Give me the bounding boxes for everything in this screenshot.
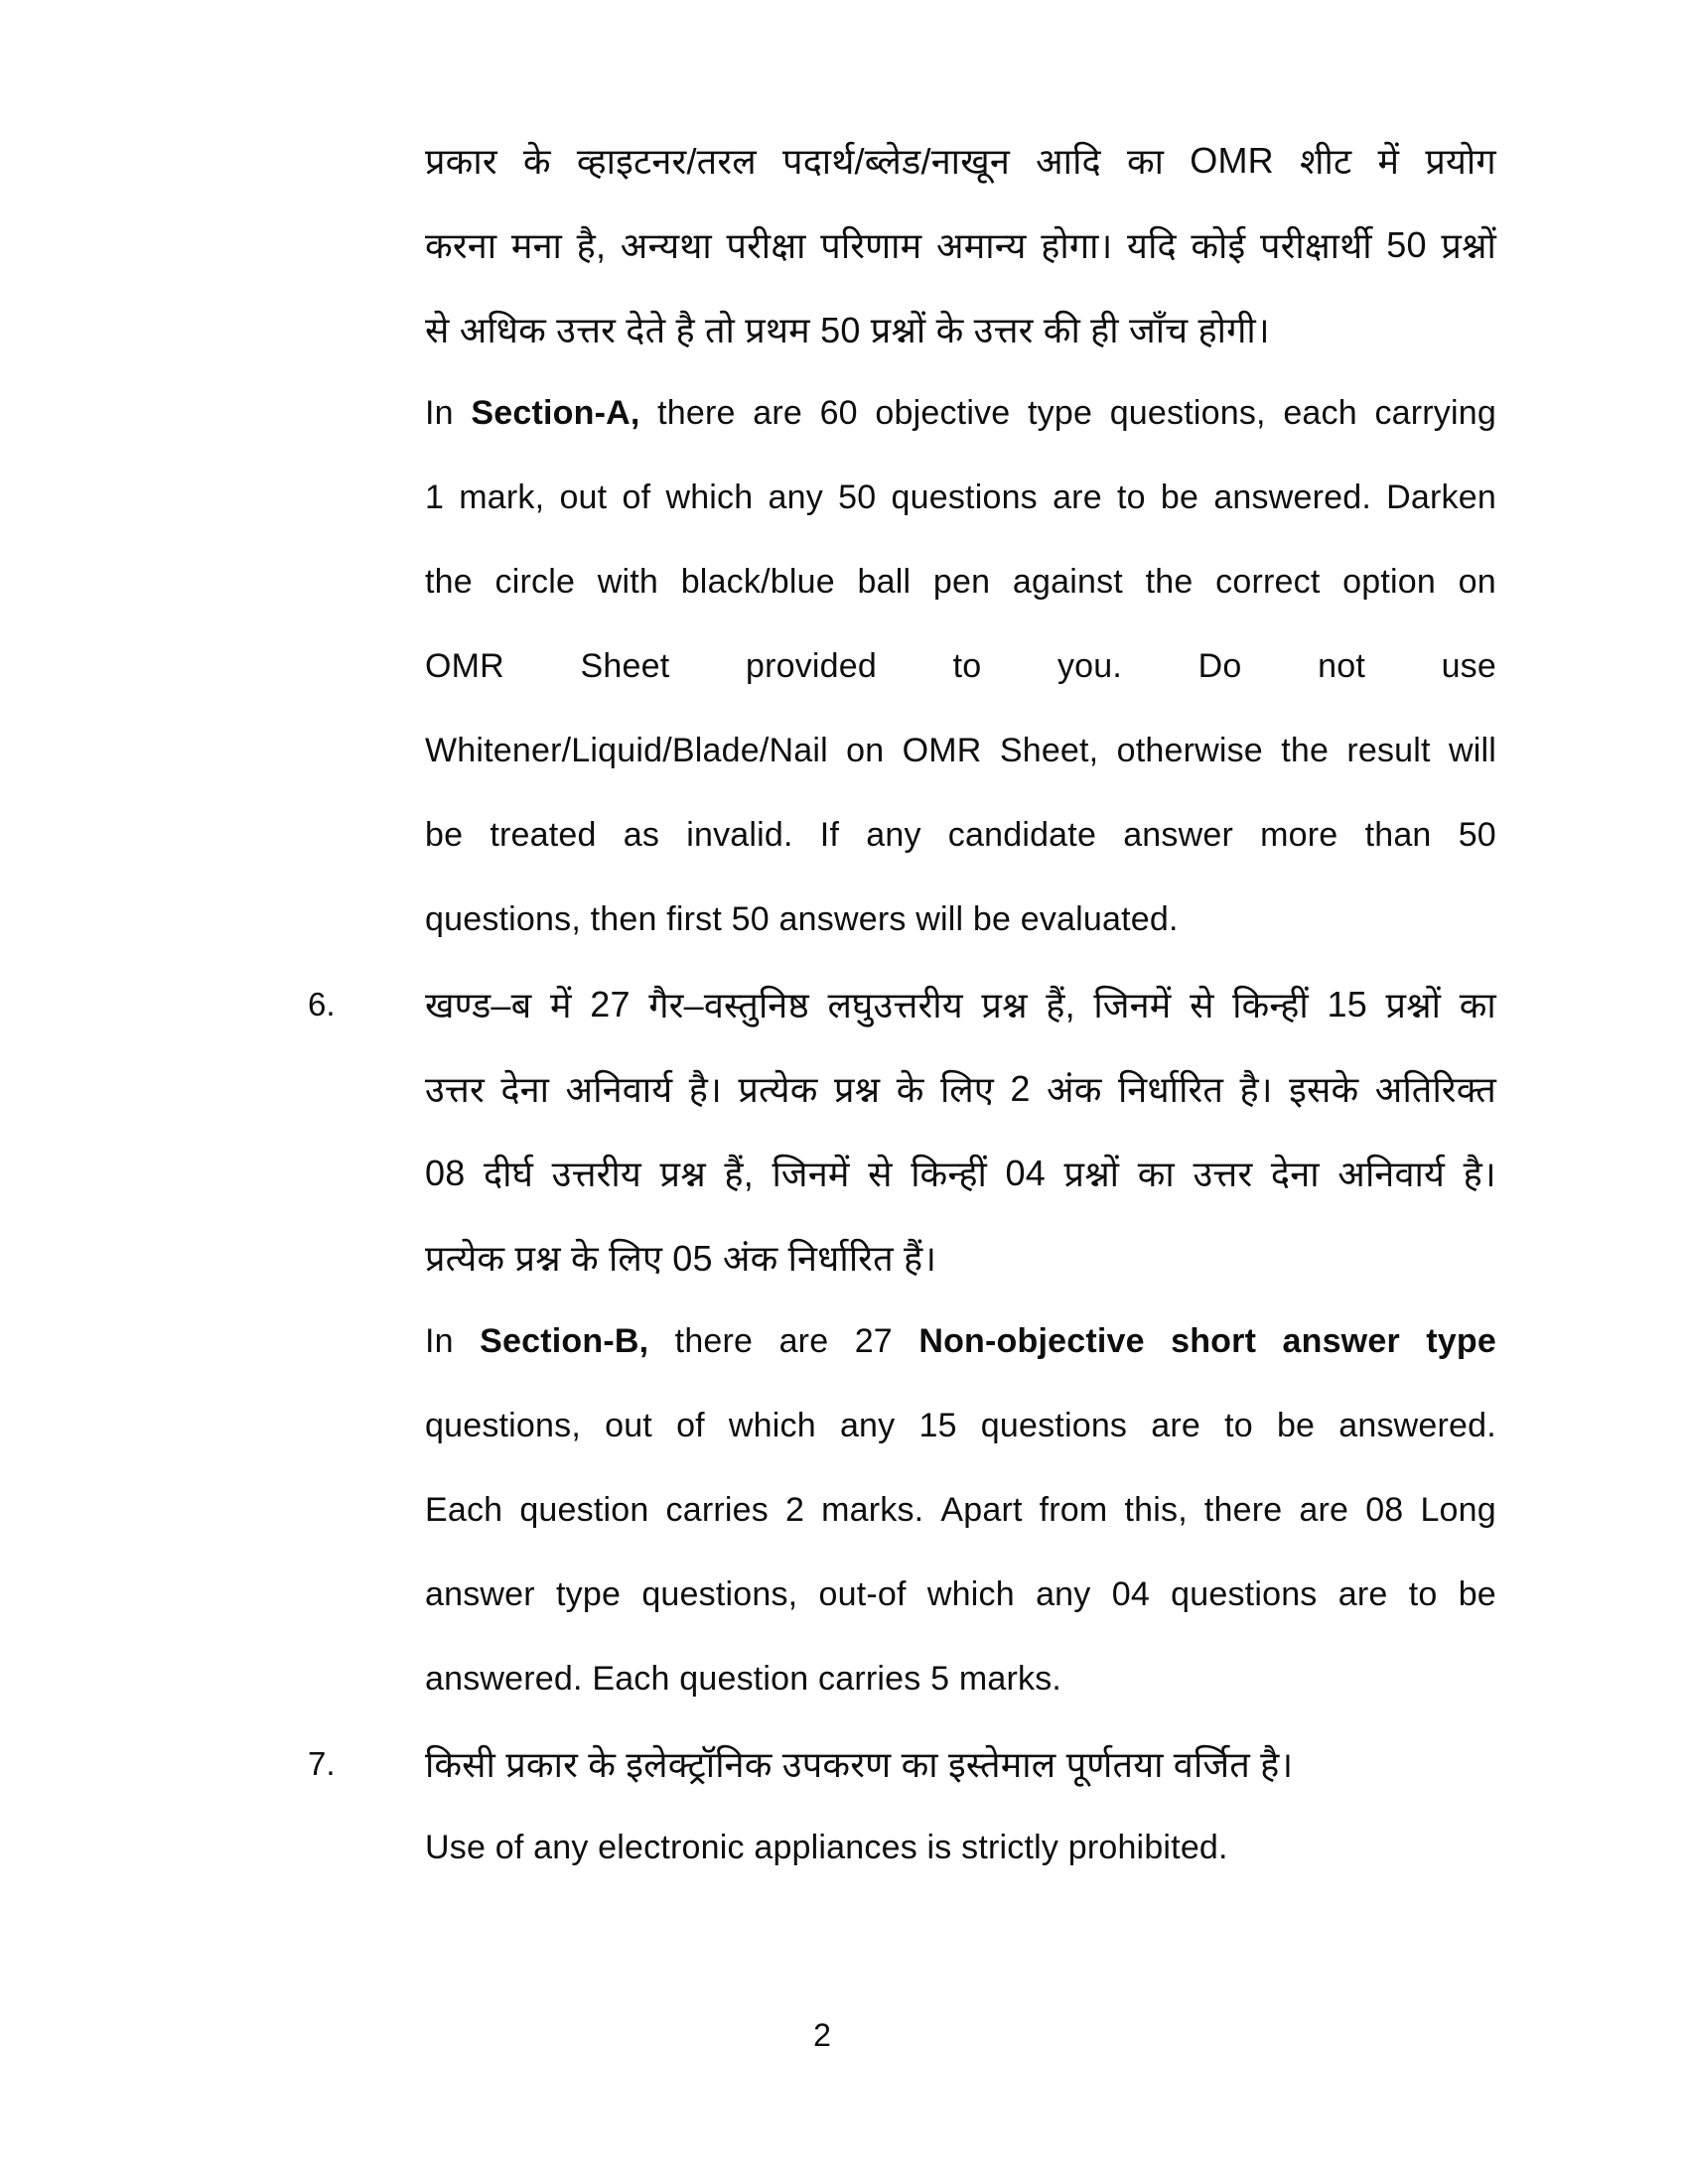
word: है,: [576, 225, 607, 266]
word: OMR: [425, 647, 504, 685]
text-column: [308, 118, 1496, 1890]
word: जिनमें: [1093, 985, 1172, 1025]
word: to: [1408, 1575, 1438, 1613]
word: any: [1036, 1575, 1091, 1613]
word: Each: [425, 1491, 503, 1529]
word: 60: [819, 394, 858, 432]
word: लघुउत्तरीय: [827, 985, 963, 1025]
word: are: [1053, 478, 1102, 516]
word: answer: [425, 1575, 535, 1613]
line-text: से अधिक उत्तर देते है तो प्रथम 50 प्रश्नों के उत्तर की ही जाँच होगी।: [425, 310, 1270, 350]
word: be: [425, 816, 464, 854]
line-text: questions, then first 50 answers will be evaluated.: [425, 900, 1179, 938]
word: you.: [1056, 647, 1123, 685]
word: 04: [1005, 1152, 1046, 1193]
word: 27: [590, 983, 631, 1024]
word: there: [674, 1322, 754, 1360]
word: answer: [1123, 816, 1234, 854]
text-line: [425, 1637, 1496, 1721]
word: pen: [932, 563, 991, 601]
word: out-of: [818, 1575, 907, 1613]
word: use: [1441, 647, 1496, 685]
text-line: [425, 793, 1496, 878]
word: be: [1458, 1575, 1496, 1613]
word: प्रयोग: [1425, 141, 1496, 182]
word: का: [1137, 1154, 1175, 1194]
text-line: [308, 962, 1496, 1046]
word: answered.: [1338, 1407, 1496, 1444]
text-line: [425, 371, 1496, 456]
word: हैं,: [1046, 985, 1075, 1025]
word: के: [522, 141, 551, 182]
word: which: [665, 478, 754, 516]
word: circle: [494, 563, 576, 601]
word: के: [896, 1069, 924, 1110]
word: परीक्षा: [726, 225, 806, 266]
text-line: [425, 1468, 1496, 1553]
word: 04: [1111, 1575, 1150, 1613]
word: from: [1039, 1491, 1108, 1529]
word: be: [1160, 478, 1199, 516]
word: व्हाइटनर/तरल: [576, 141, 757, 182]
word: यदि: [1127, 225, 1177, 266]
word: प्रश्नों: [1385, 985, 1442, 1025]
line-text: किसी प्रकार के इलेक्ट्रॉनिक उपकरण का इस्तेमाल पूर्णतया वर्जित है।: [425, 1744, 1294, 1785]
text-line: [425, 118, 1496, 203]
word: है।: [1463, 1154, 1496, 1194]
line-text: प्रत्येक प्रश्न के लिए 05 अंक निर्धारित हैं।: [425, 1238, 937, 1279]
word: option: [1342, 563, 1436, 601]
word: on: [846, 732, 885, 769]
word: प्रश्न: [659, 1154, 706, 1194]
word: लिए: [939, 1069, 995, 1110]
word: the: [1145, 563, 1194, 601]
text-line: [425, 1553, 1496, 1637]
word: अनिवार्य: [1337, 1154, 1446, 1194]
word: परिणाम: [820, 225, 922, 266]
word: are: [1299, 1491, 1349, 1529]
word: be: [1276, 1407, 1316, 1444]
word: out: [559, 478, 608, 516]
text-line: [425, 624, 1496, 709]
word: to: [952, 647, 982, 685]
word: का: [1126, 141, 1165, 182]
word: short: [1171, 1322, 1257, 1360]
word: जिनमें: [772, 1154, 850, 1194]
word: मना: [510, 225, 563, 266]
word: each: [1283, 394, 1357, 432]
word: any: [768, 478, 823, 516]
word: Sheet: [580, 647, 670, 685]
word: 50: [1386, 223, 1427, 265]
page-number: 2: [813, 2017, 831, 2053]
word: Do: [1197, 647, 1242, 685]
word: परीक्षार्थी: [1259, 225, 1372, 266]
word: are: [1337, 1575, 1388, 1613]
word: पदार्थ/ब्लेड/नाखून: [782, 141, 1011, 182]
word: से: [1190, 985, 1214, 1025]
word: provided: [745, 647, 878, 685]
word: Darken: [1386, 478, 1496, 516]
word: black/blue: [680, 563, 835, 601]
word: Long: [1420, 1491, 1496, 1529]
word: If: [819, 816, 840, 854]
text-line: [425, 1299, 1496, 1384]
word: question: [519, 1491, 649, 1529]
word: अंक: [1047, 1069, 1102, 1110]
word: किन्हीं: [1232, 985, 1309, 1025]
word: Section-A,: [471, 394, 640, 432]
word: correct: [1215, 563, 1321, 601]
text-line: [425, 456, 1496, 540]
word: answered.: [1213, 478, 1371, 516]
word: questions: [1171, 1575, 1318, 1613]
text-line: [425, 287, 1496, 371]
word: 1: [425, 478, 445, 516]
word: mark,: [459, 478, 545, 516]
word: carrying: [1374, 394, 1496, 432]
word: 2: [784, 1491, 805, 1529]
word: questions,: [425, 1407, 581, 1444]
word: questions,: [1109, 394, 1266, 432]
word: प्रश्नों: [1063, 1154, 1120, 1194]
word: any: [839, 1407, 896, 1444]
word: उत्तर: [1193, 1154, 1253, 1194]
word: उत्तर: [425, 1069, 485, 1110]
word: type: [1426, 1322, 1496, 1360]
word: OMR: [1190, 139, 1274, 181]
word: अमान्य: [935, 225, 1027, 266]
word: any: [866, 816, 921, 854]
word: more: [1260, 816, 1338, 854]
word: which: [926, 1575, 1015, 1613]
word: type: [1028, 394, 1093, 432]
word: देना: [1270, 1154, 1320, 1194]
word: निर्धारित: [1117, 1069, 1224, 1110]
word: कोई: [1191, 225, 1246, 266]
word: प्रश्न: [833, 1069, 881, 1110]
word: questions,: [641, 1575, 798, 1613]
text-line: [425, 709, 1496, 793]
text-line: [425, 1046, 1496, 1131]
item-number: 6.: [308, 985, 336, 1023]
word: 08: [1365, 1491, 1404, 1529]
word: result: [1346, 732, 1431, 769]
word: with: [597, 563, 659, 601]
word: का: [1459, 985, 1496, 1025]
word: of: [676, 1407, 705, 1444]
word: Section-B,: [480, 1322, 649, 1360]
word: not: [1318, 647, 1365, 685]
word: देना: [500, 1069, 550, 1110]
text-line: [425, 1384, 1496, 1468]
word: से: [868, 1154, 893, 1194]
word: अतिरिक्त: [1374, 1069, 1496, 1110]
word: प्रश्न: [981, 985, 1028, 1025]
word: the: [1281, 732, 1330, 769]
text-line: [425, 1806, 1496, 1890]
word: there: [657, 394, 736, 432]
word: करना: [425, 225, 497, 266]
word: are: [753, 394, 802, 432]
word: प्रकार: [425, 141, 497, 182]
word: में: [549, 985, 572, 1025]
word: there: [1203, 1491, 1283, 1529]
word: में: [1377, 141, 1400, 182]
word: है।: [1239, 1069, 1273, 1110]
word: questions: [980, 1407, 1128, 1444]
word: to: [1116, 478, 1146, 516]
word: of: [622, 478, 651, 516]
word: गैर–वस्तुनिष्ठ: [648, 985, 809, 1025]
word: objective: [875, 394, 1011, 432]
word: on: [1458, 563, 1496, 601]
word: against: [1012, 563, 1123, 601]
word: treated: [490, 816, 597, 854]
word: उत्तरीय: [551, 1154, 641, 1194]
word: आदि: [1036, 141, 1101, 182]
word: 15: [918, 1407, 957, 1444]
text-line: [308, 1721, 1496, 1806]
word: candidate: [947, 816, 1097, 854]
word: इसके: [1289, 1069, 1359, 1110]
word: are: [1151, 1407, 1200, 1444]
word: In: [425, 394, 454, 432]
word: खण्ड–ब: [425, 985, 532, 1025]
word: invalid.: [686, 816, 793, 854]
word: 27: [854, 1322, 893, 1360]
word: OMR: [902, 732, 982, 769]
word: किन्हीं: [911, 1154, 987, 1194]
word: answer: [1282, 1322, 1400, 1360]
word: Whitener/Liquid/Blade/Nail: [425, 732, 828, 769]
item-number: 7.: [308, 1744, 336, 1782]
word: दीर्घ: [483, 1154, 534, 1194]
text-line: [425, 1131, 1496, 1215]
text-line: [425, 540, 1496, 624]
word: 15: [1327, 983, 1367, 1024]
word: out: [605, 1407, 652, 1444]
word: Non-objective: [918, 1322, 1145, 1360]
word: type: [556, 1575, 622, 1613]
word: which: [728, 1407, 816, 1444]
word: as: [623, 816, 660, 854]
word: otherwise: [1116, 732, 1263, 769]
word: than: [1364, 816, 1432, 854]
text-line: [425, 1215, 1496, 1299]
word: marks.: [821, 1491, 924, 1529]
word: questions: [891, 478, 1038, 516]
word: In: [425, 1322, 454, 1360]
word: 2: [1010, 1067, 1031, 1109]
word: 50: [1458, 816, 1496, 854]
word: 08: [425, 1152, 466, 1193]
line-text: answered. Each question carries 5 marks.: [425, 1660, 1062, 1698]
word: the: [425, 563, 473, 601]
word: 50: [838, 478, 877, 516]
word: carries: [665, 1491, 769, 1529]
word: ball: [857, 563, 912, 601]
word: है।: [688, 1069, 722, 1110]
word: हैं,: [724, 1154, 754, 1194]
word: अनिवार्य: [565, 1069, 673, 1110]
word: Apart: [940, 1491, 1023, 1529]
word: are: [778, 1322, 829, 1360]
word: this,: [1124, 1491, 1188, 1529]
word: प्रश्नों: [1441, 225, 1496, 266]
word: अन्यथा: [620, 225, 712, 266]
word: शीट: [1299, 141, 1352, 182]
text-line: [425, 878, 1496, 962]
word: Sheet,: [999, 732, 1099, 769]
word: to: [1224, 1407, 1253, 1444]
word: will: [1448, 732, 1496, 769]
line-text: Use of any electronic appliances is strictly prohibited.: [425, 1829, 1228, 1866]
text-line: [425, 203, 1496, 287]
word: प्रत्येक: [738, 1069, 818, 1110]
word: होगा।: [1041, 225, 1113, 266]
